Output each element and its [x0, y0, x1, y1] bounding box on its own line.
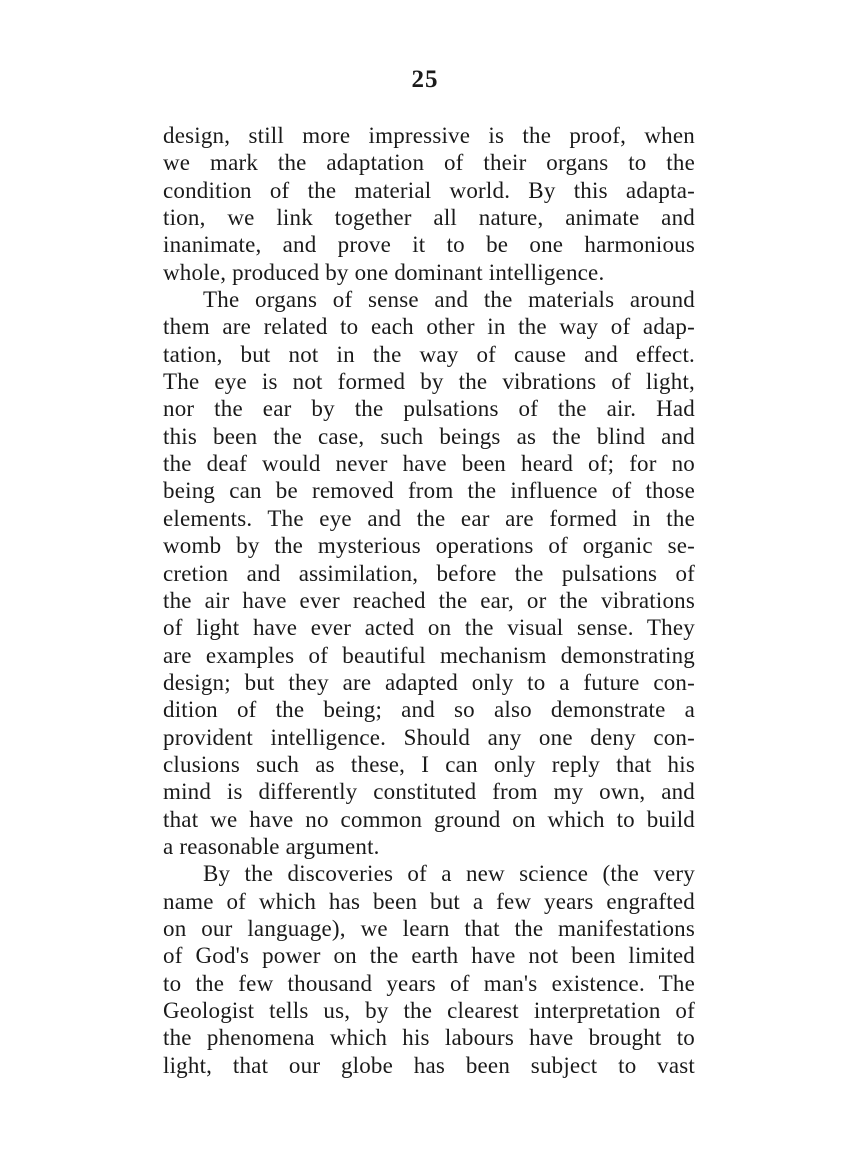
body-text	[163, 122, 695, 1079]
text-line: the air have ever reached the ear, or the vibrations	[163, 587, 695, 613]
text-line: The eye is not formed by the vibrations of light,	[163, 369, 695, 395]
text-line: a reasonable argument.	[163, 833, 380, 859]
text-line: womb by the mysterious operations of organic se-	[163, 533, 695, 559]
text-line: provident intelligence. Should any one deny con-	[163, 724, 695, 750]
text-line: design; but they are adapted only to a future con-	[163, 669, 695, 695]
text-line: this been the case, such beings as the blind and	[163, 423, 695, 449]
text-line: light, that our globe has been subject to vast	[163, 1052, 695, 1078]
text-line: the deaf would never have been heard of; for no	[163, 451, 695, 477]
text-line: of light have ever acted on the visual sense. They	[163, 615, 695, 641]
text-line: inanimate, and prove it to be one harmonious	[163, 232, 695, 258]
text-line: whole, produced by one dominant intelligence.	[163, 259, 605, 285]
text-line: tation, but not in the way of cause and effect.	[163, 341, 695, 367]
text-line: The organs of sense and the materials around	[203, 287, 695, 313]
text-line: By the discoveries of a new science (the very	[203, 861, 695, 887]
text-line: Geologist tells us, by the clearest interpretation of	[163, 998, 695, 1023]
text-line: to the few thousand years of man's existence. The	[163, 970, 695, 996]
text-line: tion, we link together all nature, animate and	[163, 205, 695, 231]
text-line: name of which has been but a few years engrafted	[163, 888, 695, 914]
text-line: dition of the being; and so also demonstrate a	[163, 697, 695, 723]
text-line: cretion and assimilation, before the pulsations of	[163, 560, 695, 586]
text-line: of God's power on the earth have not been limited	[163, 943, 695, 969]
text-line: them are related to each other in the way of adap-	[163, 314, 695, 340]
text-line: being can be removed from the influence of those	[163, 478, 695, 504]
text-line: are examples of beautiful mechanism demonstrating	[163, 642, 695, 668]
text-line: that we have no common ground on which to build	[163, 806, 695, 832]
text-line: we mark the adaptation of their organs to the	[163, 150, 695, 176]
text-line: mind is differently constituted from my own, and	[163, 779, 695, 805]
text-line: on our language), we learn that the manifestations	[163, 915, 695, 941]
text-line: the phenomena which his labours have brought to	[163, 1025, 695, 1051]
text-line: nor the ear by the pulsations of the air. Had	[163, 396, 695, 422]
page-number: 25	[411, 66, 439, 93]
text-line: design, still more impressive is the proof, when	[163, 123, 695, 148]
text-line: clusions such as these, I can only reply that his	[163, 751, 695, 777]
text-line: elements. The eye and the ear are formed in the	[163, 505, 695, 531]
text-line: condition of the material world. By this adapta-	[163, 177, 695, 203]
